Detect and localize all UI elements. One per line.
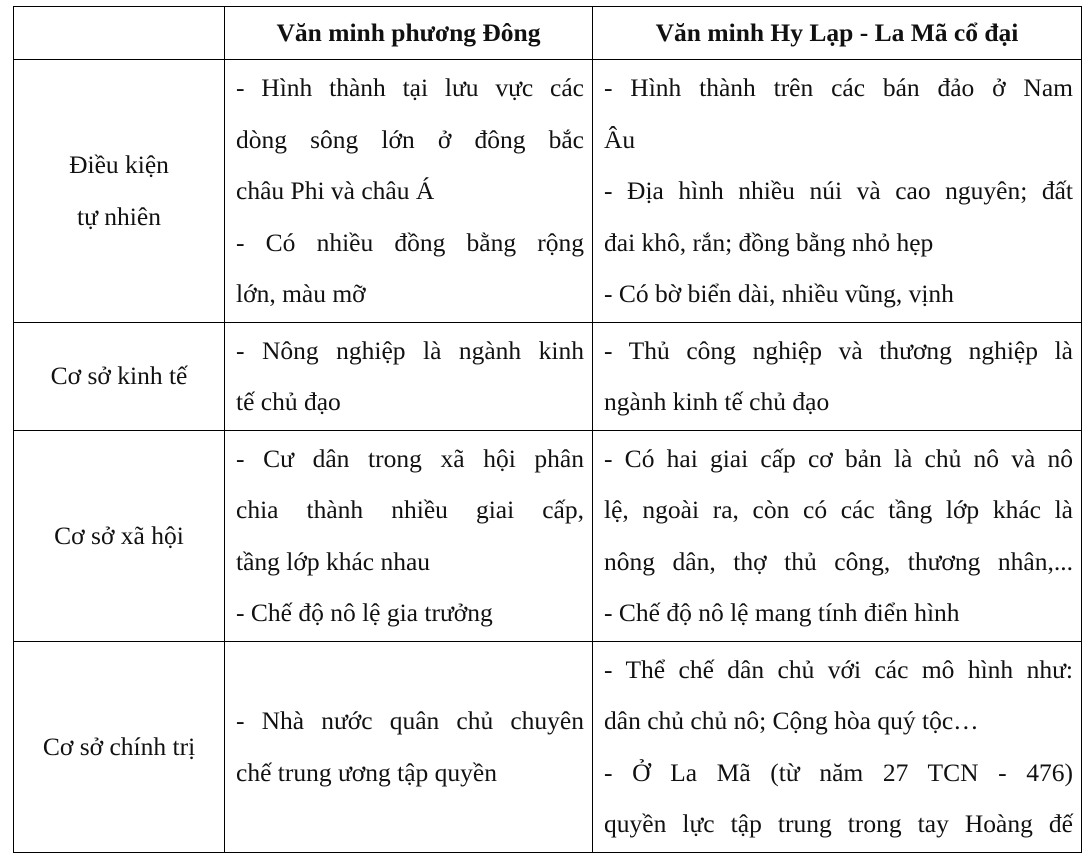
cell-line: - Chế độ nô lệ gia trưởng [236, 598, 493, 627]
cell-line: - Nhà nước quân chủ chuyên [236, 706, 584, 735]
cell-line: lệ, ngoài ra, còn có các tầng lớp khác là [604, 495, 1073, 524]
cell-line: đai khô, rắn; đồng bằng nhỏ hẹp [604, 227, 934, 257]
cell-line: chế trung ương tập quyền [236, 757, 497, 787]
header-row [14, 7, 1082, 60]
west-cell [593, 430, 1082, 641]
east-cell [225, 60, 593, 323]
row-label [14, 60, 225, 323]
header-empty-cell [14, 7, 225, 60]
cell-line: - Chế độ nô lệ mang tính điển hình [604, 598, 960, 627]
cell-line: chia thành nhiều giai cấp, [236, 495, 584, 524]
cell-line: ngành kinh tế chủ đạo [604, 387, 830, 416]
row-label-line: Cơ sở kinh tế [50, 361, 188, 390]
row-label [14, 430, 225, 641]
cell-line: - Hình thành tại lưu vực các [236, 73, 584, 102]
cell-line: - Địa hình nhiều núi và cao nguyên; đất [604, 176, 1073, 205]
row-political-base [14, 641, 1082, 852]
cell-line: lớn, màu mỡ [236, 279, 366, 308]
cell-line: nông dân, thợ thủ công, thương nhân,... [604, 546, 1073, 576]
row-label [14, 641, 225, 852]
cell-line: dân chủ chủ nô; Cộng hòa quý tộc… [604, 706, 979, 735]
west-cell [593, 641, 1082, 852]
cell-line: - Thể chế dân chủ với các mô hình như: [604, 654, 1073, 684]
header-greco-roman-civilization: Văn minh Hy Lạp - La Mã cổ đại [593, 7, 1082, 60]
row-natural-conditions [14, 60, 1082, 323]
east-cell [225, 322, 593, 430]
east-cell [225, 430, 593, 641]
row-label-line: Cơ sở chính trị [42, 731, 196, 761]
comparison-table [13, 6, 1082, 853]
cell-line: - Hình thành trên các bán đảo ở Nam [604, 73, 1073, 102]
cell-line: dòng sông lớn ở đông bắc [236, 124, 584, 154]
cell-line: Âu [604, 124, 636, 154]
cell-line: tầng lớp khác nhau [236, 546, 431, 576]
cell-line: - Có bờ biển dài, nhiều vũng, vịnh [604, 279, 954, 308]
cell-line: châu Phi và châu Á [236, 176, 435, 205]
cell-line: - Có nhiều đồng bằng rộng [236, 227, 584, 257]
row-label [14, 322, 225, 430]
row-social-base [14, 430, 1082, 641]
east-cell [225, 641, 593, 852]
west-cell [593, 322, 1082, 430]
cell-line: quyền lực tập trung trong tay Hoàng đế [604, 809, 1073, 838]
row-label-line: tự nhiên [77, 201, 161, 231]
cell-line: tế chủ đạo [236, 387, 341, 416]
row-economic-base [14, 322, 1082, 430]
row-label-line: Cơ sở xã hội [54, 520, 184, 550]
row-label-line: Điều kiện [69, 149, 169, 179]
cell-line: - Ở La Mã (từ năm 27 TCN - 476) [604, 757, 1073, 787]
header-east-civilization: Văn minh phương Đông [225, 7, 593, 60]
cell-line: - Có hai giai cấp cơ bản là chủ nô và nô [604, 443, 1073, 473]
cell-line: - Thủ công nghiệp và thương nghiệp là [604, 335, 1073, 365]
cell-line: - Cư dân trong xã hội phân [236, 443, 584, 473]
cell-line: - Nông nghiệp là ngành kinh [236, 335, 584, 365]
west-cell [593, 60, 1082, 323]
